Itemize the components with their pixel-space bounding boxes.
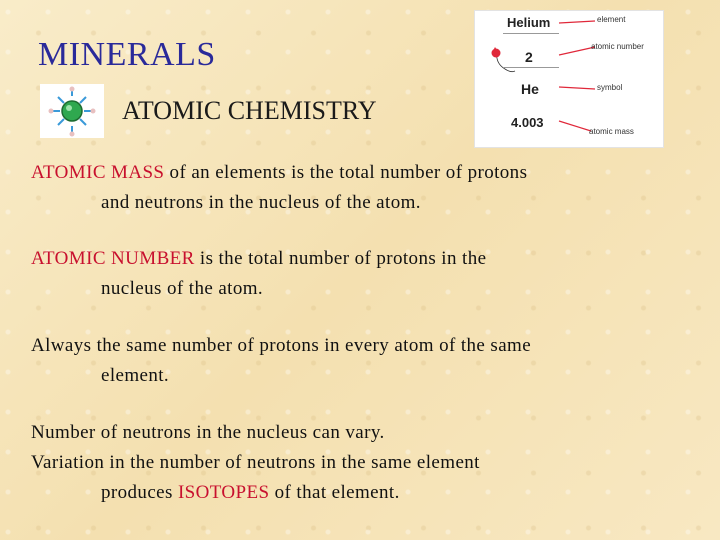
paragraph-text: produces <box>101 482 178 503</box>
name-underline <box>503 33 559 34</box>
label-atomic-number: atomic number <box>591 42 644 51</box>
section-subtitle: ATOMIC CHEMISTRY <box>122 96 377 125</box>
paragraph-text: Always the same number of protons in every atom of the same <box>31 335 532 356</box>
paragraph-text: of an elements is the total number of protons <box>164 162 528 183</box>
element-name: Helium <box>507 15 551 30</box>
paragraph-atomic-number <box>31 244 486 304</box>
paragraph-line <box>31 244 486 274</box>
paragraph-text: nucleus of the atom. <box>101 278 264 299</box>
paragraph-same-protons <box>31 331 531 391</box>
page-title: MINERALS <box>38 36 216 73</box>
element-symbol: He <box>521 81 539 97</box>
atomic-number-value: 2 <box>525 49 533 65</box>
label-symbol: symbol <box>597 83 623 92</box>
paragraph-text: Variation in the number of neutrons in the same element <box>31 452 480 473</box>
paragraph-text: is the total number of protons in the <box>194 248 487 269</box>
atomic-mass-value: 4.003 <box>511 115 544 130</box>
label-atomic-mass: atomic mass <box>589 127 634 136</box>
term-atomic-number: ATOMIC NUMBER <box>31 248 195 269</box>
term-atomic-mass: ATOMIC MASS <box>31 162 165 183</box>
paragraph-text: element. <box>101 365 170 386</box>
paragraph-isotopes <box>31 418 480 508</box>
paragraph-line <box>31 478 480 508</box>
paragraph-text: of that element. <box>269 482 400 503</box>
helium-element-diagram <box>474 10 664 148</box>
paragraph-atomic-mass <box>31 158 527 218</box>
paragraph-line <box>31 158 527 188</box>
label-element: element <box>597 15 626 24</box>
paragraph-text: Number of neutrons in the nucleus can vary. <box>31 422 385 443</box>
diagram-pointer-lines <box>475 11 663 147</box>
number-underline <box>503 67 559 68</box>
term-isotopes: ISOTOPES <box>177 482 270 503</box>
atom-icon <box>40 84 104 138</box>
paragraph-text: and neutrons in the nucleus of the atom. <box>101 192 421 213</box>
